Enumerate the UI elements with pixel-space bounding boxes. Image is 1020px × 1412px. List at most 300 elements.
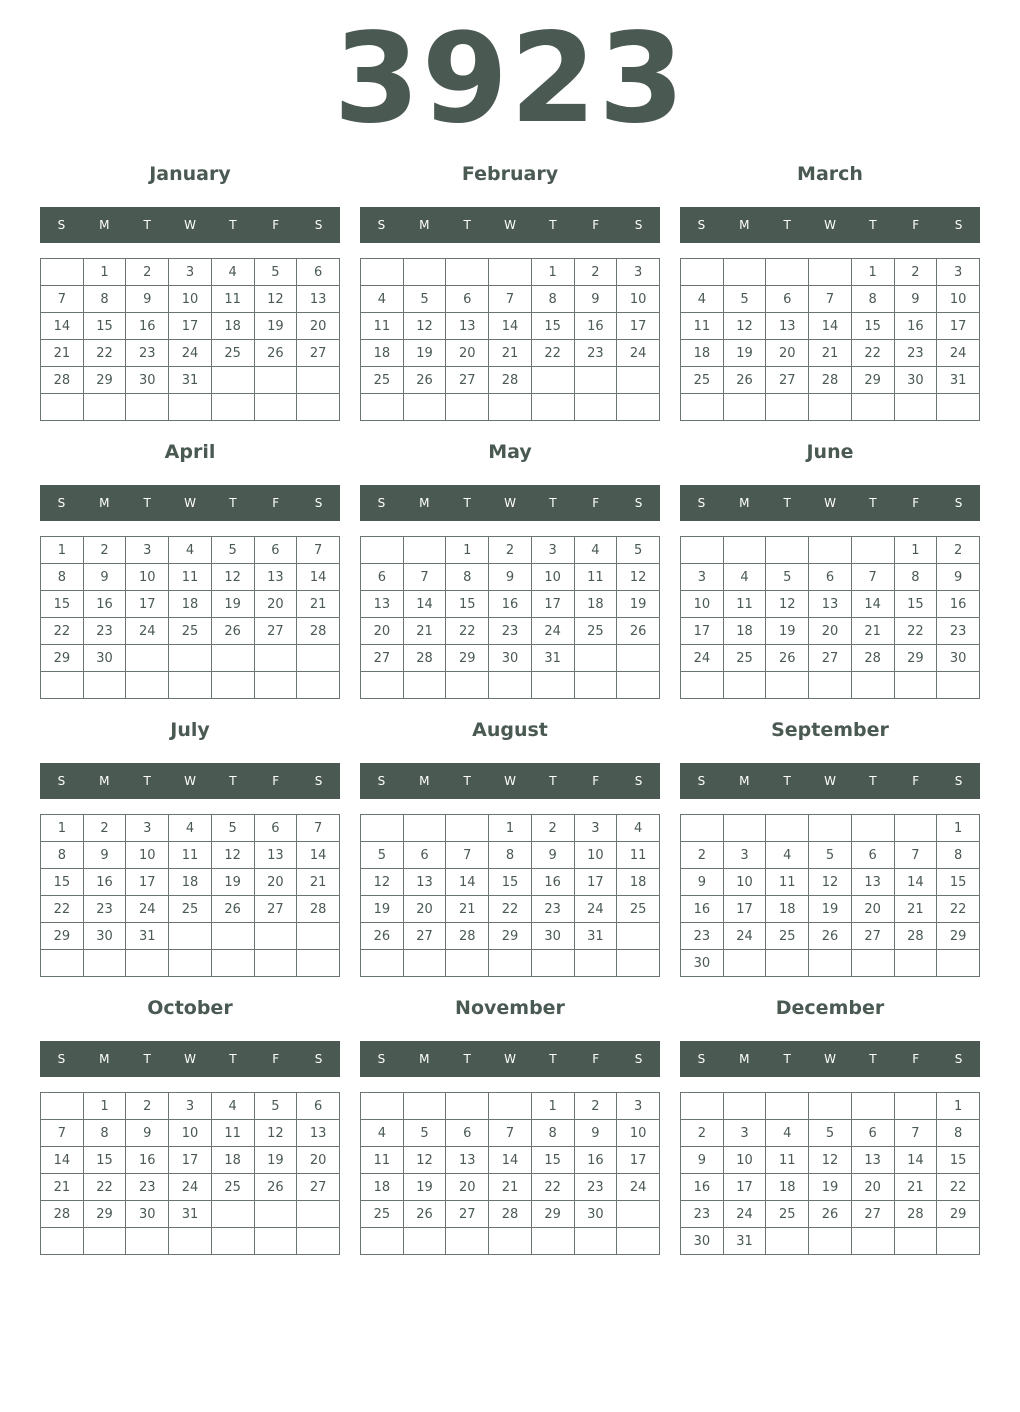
week-row [361,1228,660,1255]
weekday-label: S [697,774,706,788]
weekday-label: W [504,1052,516,1066]
day-cell: 7 [489,1120,532,1147]
day-cell: 22 [41,896,84,923]
weekday-header [40,485,340,521]
day-cell: 7 [894,842,937,869]
day-cell: 15 [83,1147,126,1174]
days-grid [680,536,980,699]
empty-day-cell [361,394,404,421]
weekday-label: W [824,774,836,788]
day-cell: 14 [894,869,937,896]
day-cell: 19 [809,896,852,923]
weekday-label: T [549,218,557,232]
empty-day-cell [169,923,212,950]
empty-day-cell [531,672,574,699]
day-cell: 21 [403,618,446,645]
day-cell: 21 [446,896,489,923]
day-cell: 17 [617,313,660,340]
day-cell: 1 [83,259,126,286]
empty-day-cell [361,672,404,699]
day-cell: 30 [83,923,126,950]
weekday-label: T [463,774,471,788]
weekday-label: T [783,774,791,788]
days-grid [40,814,340,977]
empty-day-cell [574,394,617,421]
week-row [681,367,980,394]
empty-day-cell [937,1228,980,1255]
day-cell: 11 [766,1147,809,1174]
day-cell: 29 [489,923,532,950]
day-cell: 29 [83,1201,126,1228]
day-cell: 29 [531,1201,574,1228]
day-cell: 18 [723,618,766,645]
empty-day-cell [41,1093,84,1120]
weekday-label: M [739,774,750,788]
day-cell: 15 [446,591,489,618]
day-cell: 29 [851,367,894,394]
year-title: 3923 [333,7,687,151]
empty-day-cell [169,672,212,699]
week-row [361,537,660,564]
day-cell: 18 [766,1174,809,1201]
week-row [681,815,980,842]
week-row [681,645,980,672]
day-cell: 25 [361,1201,404,1228]
day-cell: 14 [489,1147,532,1174]
day-cell: 28 [809,367,852,394]
week-row [681,1228,980,1255]
day-cell: 14 [41,313,84,340]
weekday-label: T [463,1052,471,1066]
day-cell: 27 [297,340,340,367]
weekday-label: S [57,496,66,510]
empty-day-cell [361,1093,404,1120]
weekday-label: T [463,218,471,232]
day-cell: 18 [361,1174,404,1201]
week-row [361,950,660,977]
day-cell: 8 [937,842,980,869]
day-cell: 29 [446,645,489,672]
day-cell: 26 [809,1201,852,1228]
day-cell: 13 [361,591,404,618]
day-cell: 8 [41,842,84,869]
day-cell: 22 [851,340,894,367]
weekday-label: M [739,218,750,232]
empty-day-cell [766,950,809,977]
weekday-label: M [419,1052,430,1066]
weekday-label: M [99,218,110,232]
day-cell: 1 [41,537,84,564]
day-cell: 12 [723,313,766,340]
empty-day-cell [574,367,617,394]
day-cell: 8 [851,286,894,313]
week-row [41,815,340,842]
day-cell: 19 [809,1174,852,1201]
day-cell: 28 [297,618,340,645]
weekday-label: S [954,496,963,510]
week-row [41,618,340,645]
day-cell: 2 [83,537,126,564]
empty-day-cell [211,394,254,421]
week-row [681,1147,980,1174]
day-cell: 17 [169,1147,212,1174]
weekday-label: S [377,496,386,510]
day-cell: 7 [297,815,340,842]
day-cell: 11 [574,564,617,591]
empty-day-cell [489,1093,532,1120]
month-name: June [806,441,854,463]
weekday-label: T [783,1052,791,1066]
day-cell: 18 [169,591,212,618]
day-cell: 8 [937,1120,980,1147]
day-cell: 5 [723,286,766,313]
day-cell: 27 [766,367,809,394]
empty-day-cell [809,1228,852,1255]
day-cell: 9 [83,842,126,869]
day-cell: 13 [254,842,297,869]
empty-day-cell [617,950,660,977]
week-row [681,618,980,645]
week-row [41,286,340,313]
empty-day-cell [809,259,852,286]
empty-day-cell [403,537,446,564]
weekday-label: S [314,1052,323,1066]
day-cell: 21 [41,340,84,367]
empty-day-cell [211,672,254,699]
weekday-label: W [824,1052,836,1066]
day-cell: 3 [617,259,660,286]
day-cell: 10 [169,1120,212,1147]
empty-day-cell [126,1228,169,1255]
day-cell: 10 [617,1120,660,1147]
weekday-label: M [419,218,430,232]
day-cell: 10 [126,842,169,869]
day-cell: 15 [41,869,84,896]
empty-day-cell [851,672,894,699]
empty-day-cell [531,367,574,394]
empty-day-cell [126,672,169,699]
day-cell: 10 [531,564,574,591]
day-cell: 16 [126,313,169,340]
day-cell: 1 [41,815,84,842]
day-cell: 17 [723,1174,766,1201]
day-cell: 9 [489,564,532,591]
day-cell: 24 [126,896,169,923]
day-cell: 8 [83,1120,126,1147]
week-row [41,259,340,286]
weekday-label: W [184,496,196,510]
weekday-label: W [184,218,196,232]
empty-day-cell [169,950,212,977]
day-cell: 23 [531,896,574,923]
day-cell: 2 [126,1093,169,1120]
day-cell: 3 [169,1093,212,1120]
day-cell: 10 [617,286,660,313]
weekday-label: F [592,1052,600,1066]
month-name: April [164,441,216,463]
day-cell: 13 [809,591,852,618]
day-cell: 29 [937,1201,980,1228]
empty-day-cell [809,672,852,699]
day-cell: 12 [809,1147,852,1174]
month-name: November [455,997,565,1019]
week-row [361,645,660,672]
day-cell: 7 [297,537,340,564]
day-cell: 8 [489,842,532,869]
weekday-header [680,1041,980,1077]
empty-day-cell [126,394,169,421]
empty-day-cell [41,1228,84,1255]
empty-day-cell [809,394,852,421]
month-name: October [147,997,233,1019]
day-cell: 30 [126,367,169,394]
day-cell: 24 [126,618,169,645]
month-name: August [472,719,548,741]
day-cell: 2 [489,537,532,564]
empty-day-cell [766,815,809,842]
day-cell: 15 [531,313,574,340]
day-cell: 4 [361,286,404,313]
days-grid [680,1092,980,1255]
day-cell: 22 [446,618,489,645]
day-cell: 29 [894,645,937,672]
weekday-label: S [57,774,66,788]
day-cell: 10 [937,286,980,313]
weekday-label: F [272,496,280,510]
day-cell: 2 [894,259,937,286]
day-cell: 5 [254,259,297,286]
day-cell: 12 [617,564,660,591]
day-cell: 17 [937,313,980,340]
weekday-label: T [229,1052,237,1066]
day-cell: 24 [617,340,660,367]
empty-day-cell [809,950,852,977]
day-cell: 23 [126,1174,169,1201]
day-cell: 16 [681,1174,724,1201]
day-cell: 9 [126,1120,169,1147]
empty-day-cell [489,259,532,286]
empty-day-cell [766,259,809,286]
empty-day-cell [446,394,489,421]
day-cell: 8 [531,286,574,313]
day-cell: 12 [254,286,297,313]
weekday-label: M [99,774,110,788]
empty-day-cell [297,672,340,699]
day-cell: 23 [83,896,126,923]
day-cell: 20 [361,618,404,645]
empty-day-cell [297,950,340,977]
day-cell: 20 [446,340,489,367]
day-cell: 5 [403,1120,446,1147]
days-grid [360,814,660,977]
day-cell: 7 [41,1120,84,1147]
day-cell: 19 [211,869,254,896]
weekday-label: F [912,1052,920,1066]
day-cell: 2 [681,842,724,869]
weekday-label: S [954,218,963,232]
empty-day-cell [531,950,574,977]
day-cell: 10 [681,591,724,618]
empty-day-cell [489,1228,532,1255]
week-row [681,564,980,591]
week-row [681,896,980,923]
day-cell: 26 [617,618,660,645]
weekday-label: T [229,774,237,788]
empty-day-cell [297,367,340,394]
day-cell: 20 [297,313,340,340]
week-row [681,394,980,421]
week-row [681,869,980,896]
day-cell: 14 [297,564,340,591]
empty-day-cell [41,394,84,421]
weekday-label: T [549,1052,557,1066]
days-grid [360,258,660,421]
day-cell: 5 [403,286,446,313]
day-cell: 26 [809,923,852,950]
day-cell: 1 [851,259,894,286]
day-cell: 24 [681,645,724,672]
empty-day-cell [446,815,489,842]
day-cell: 4 [723,564,766,591]
day-cell: 27 [403,923,446,950]
weekday-header [360,1041,660,1077]
weekday-label: F [592,496,600,510]
weekday-label: W [184,774,196,788]
day-cell: 27 [446,1201,489,1228]
empty-day-cell [617,645,660,672]
weekday-label: T [869,1052,877,1066]
empty-day-cell [937,672,980,699]
empty-day-cell [446,672,489,699]
day-cell: 15 [83,313,126,340]
day-cell: 17 [723,896,766,923]
day-cell: 23 [83,618,126,645]
day-cell: 31 [169,1201,212,1228]
day-cell: 20 [766,340,809,367]
day-cell: 7 [41,286,84,313]
weekday-label: S [634,1052,643,1066]
day-cell: 1 [531,259,574,286]
day-cell: 11 [211,286,254,313]
day-cell: 5 [809,842,852,869]
empty-day-cell [617,1201,660,1228]
empty-day-cell [617,394,660,421]
day-cell: 1 [937,815,980,842]
day-cell: 28 [851,645,894,672]
week-row [361,618,660,645]
day-cell: 25 [681,367,724,394]
day-cell: 17 [681,618,724,645]
day-cell: 6 [254,815,297,842]
day-cell: 11 [169,564,212,591]
day-cell: 11 [681,313,724,340]
day-cell: 18 [169,869,212,896]
weekday-label: T [229,218,237,232]
empty-day-cell [254,1201,297,1228]
day-cell: 27 [297,1174,340,1201]
day-cell: 13 [297,286,340,313]
empty-day-cell [361,1228,404,1255]
days-grid [680,258,980,421]
day-cell: 23 [937,618,980,645]
day-cell: 22 [937,1174,980,1201]
empty-day-cell [254,950,297,977]
weekday-label: S [697,218,706,232]
weekday-label: M [739,1052,750,1066]
day-cell: 20 [297,1147,340,1174]
week-row [361,286,660,313]
week-row [361,869,660,896]
day-cell: 8 [446,564,489,591]
week-row [41,591,340,618]
empty-day-cell [574,1228,617,1255]
weekday-label: T [549,774,557,788]
day-cell: 16 [126,1147,169,1174]
weekday-header [360,485,660,521]
weekday-header [40,763,340,799]
day-cell: 3 [617,1093,660,1120]
day-cell: 19 [723,340,766,367]
day-cell: 15 [894,591,937,618]
empty-day-cell [254,923,297,950]
day-cell: 25 [574,618,617,645]
day-cell: 14 [446,869,489,896]
day-cell: 25 [211,1174,254,1201]
day-cell: 28 [41,367,84,394]
weekday-label: F [272,1052,280,1066]
weekday-label: S [954,774,963,788]
day-cell: 21 [851,618,894,645]
day-cell: 18 [574,591,617,618]
empty-day-cell [617,923,660,950]
day-cell: 18 [681,340,724,367]
week-row [41,1120,340,1147]
day-cell: 27 [254,618,297,645]
day-cell: 1 [83,1093,126,1120]
empty-day-cell [169,394,212,421]
day-cell: 6 [403,842,446,869]
empty-day-cell [254,394,297,421]
day-cell: 15 [531,1147,574,1174]
empty-day-cell [894,672,937,699]
day-cell: 5 [809,1120,852,1147]
weekday-label: S [314,774,323,788]
days-grid [40,536,340,699]
day-cell: 27 [446,367,489,394]
day-cell: 27 [361,645,404,672]
day-cell: 11 [723,591,766,618]
week-row [41,1147,340,1174]
day-cell: 3 [723,1120,766,1147]
day-cell: 16 [83,869,126,896]
weekday-header [360,763,660,799]
days-grid [40,1092,340,1255]
weekday-label: F [272,774,280,788]
week-row [681,1201,980,1228]
empty-day-cell [254,1228,297,1255]
weekday-label: S [314,218,323,232]
day-cell: 19 [211,591,254,618]
week-row [41,896,340,923]
month-name: May [488,441,532,463]
day-cell: 12 [211,842,254,869]
day-cell: 5 [254,1093,297,1120]
day-cell: 20 [403,896,446,923]
day-cell: 19 [254,1147,297,1174]
day-cell: 21 [297,869,340,896]
day-cell: 21 [894,896,937,923]
day-cell: 31 [937,367,980,394]
